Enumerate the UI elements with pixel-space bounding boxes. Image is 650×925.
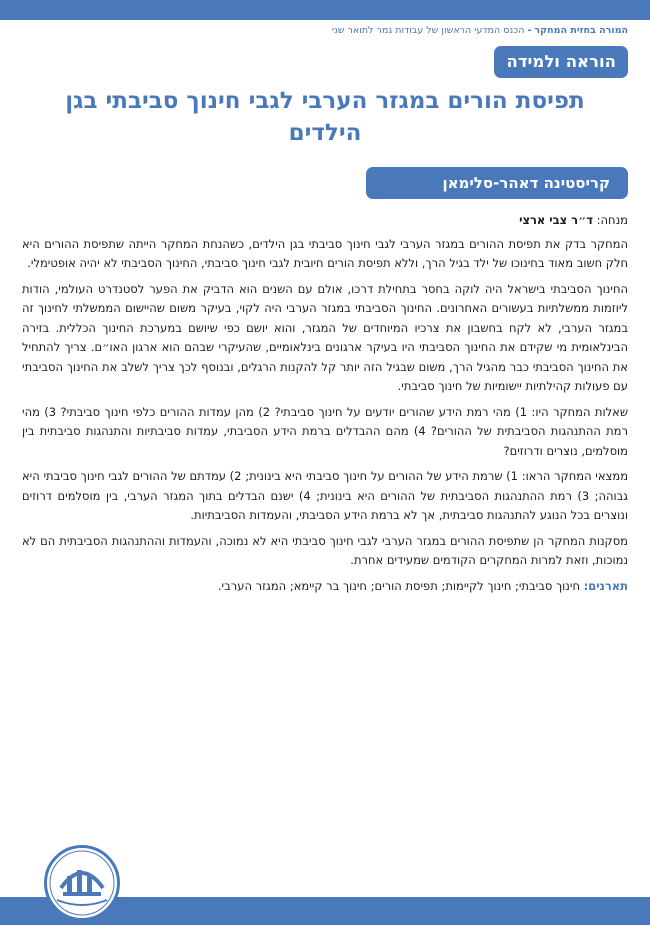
article-title: תפיסת הורים במגזר הערבי לגבי חינוך סביבתי בגן הילדים — [65, 88, 585, 146]
article-body — [22, 211, 628, 602]
paragraph-intro: המחקר בדק את תפיסת ההורים במגזר הערבי לגבי חינוך סביבתי בגן הילדים, כשהנחת המחקר הייתה שתפיסת ההורים היא חלק חשוב מאוד בחינוכו של ילד בגיל הרך, וללא תפיסת הורים חיובית לגבי חינוך סביבתי, החינוך הסביבתי לא יהיה אופטימלי. — [22, 236, 628, 270]
journal-name: המורה בחזית המחקר — [534, 25, 628, 36]
keywords-line — [22, 577, 628, 597]
paragraph-background: החינוך הסביבתי בישראל היה לוקה בחסר בתחילת דרכו, אולם עם השנים הוא הדביק את הפער לסטנדרט העולמי, הודות ליוזמות ממשלתיות בעשורים האחרונים. החינוך הסביבתי במגזר הערבי היה לקוי, בעיקר משום שהיישום הממשלתי לחינוך זה במגזר הערבי, לא לקח בחשבון את צרכיו המיוחדים של המגזר, והוא יושם כפי שיושם במערכת החינוך הכללית. בזירה הבינלאומית מי שקידם את החינוך הסביבתי היו בעיקר ארגונים בינלאומיים, שהעיקרי שבהם הוא ארגון האו״ם. צריך להתחיל את החינוך הסביבתי כבר מהגיל הרך, משום שבגיל הזה יותר קל להקנות הרגלים, ובנוסף לכך צריך לשלב את החינוך הסביבתי עם פעולות קהילתיות יישומיות של חינוך סביבתי. — [22, 281, 628, 393]
paragraph-findings: ממצאי המחקר הראו: 1) שרמת הידע של ההורים על חינוך סביבתי היא בינונית; 2) עמדתם של ההורים לגבי חינוך סביבתי היא גבוהה; 3) רמת ההתנהגות הסביבתית של ההורים היא בינונית; 4) ישנם הבדלים בתוך המגזר הערבי, בין מוסלמים דרוזים ונוצרים בכל הנוגע להתנהגות סביבתית, אך לא ברמת הידע הסביבתי, והעמדות הסביבתיות. — [22, 469, 629, 522]
keywords-label: תארנים: — [583, 578, 628, 593]
supervisor-name: ד״ר צבי ארצי — [519, 213, 594, 227]
paragraph-conclusions: מסקנות המחקר הן שתפיסת ההורים במגזר הערבי לגבי חינוך סביבתי היא לא נמוכה, והעמדות וההתנהגות הסביבתית הם לא נמוכות, וזאת למרות המחקרים הקודמים שמעידים אחרת. — [22, 533, 628, 567]
section-tag: הוראה ולמידה — [494, 46, 628, 78]
top-color-bar — [0, 0, 650, 20]
supervisor-line — [22, 211, 628, 231]
author-name: קריסטינה דאהר-סלימאן — [366, 167, 628, 199]
keywords-text: חינוך סביבתי; חינוך לקיימות; תפיסת הורים; חינוך בר קיימא; המגזר הערבי. — [217, 578, 580, 593]
college-emblem-icon — [44, 845, 120, 921]
college-emblem-graphic — [47, 848, 117, 918]
running-header — [28, 25, 628, 36]
conference-name: הכנס המדעי הראשון של עבודות גמר לתואר שני — [331, 25, 525, 36]
supervisor-label: מנחה: — [596, 213, 628, 227]
paragraph-research-questions: שאלות המחקר היו: 1) מהי רמת הידע שהורים יודעים על חינוך סביבתי? 2) מהן עמדות ההורים כלפי חינוך סביבתי? 3) מהי רמת ההתנהגות הסביבתית של ההורים? 4) מהם ההבדלים ברמת הידע הסביבתי, עמדות סביבתיות והתנהגות סביבתית בין מוסלמים, נוצרים ודרוזים? — [22, 404, 628, 458]
header-separator: - — [527, 25, 532, 36]
